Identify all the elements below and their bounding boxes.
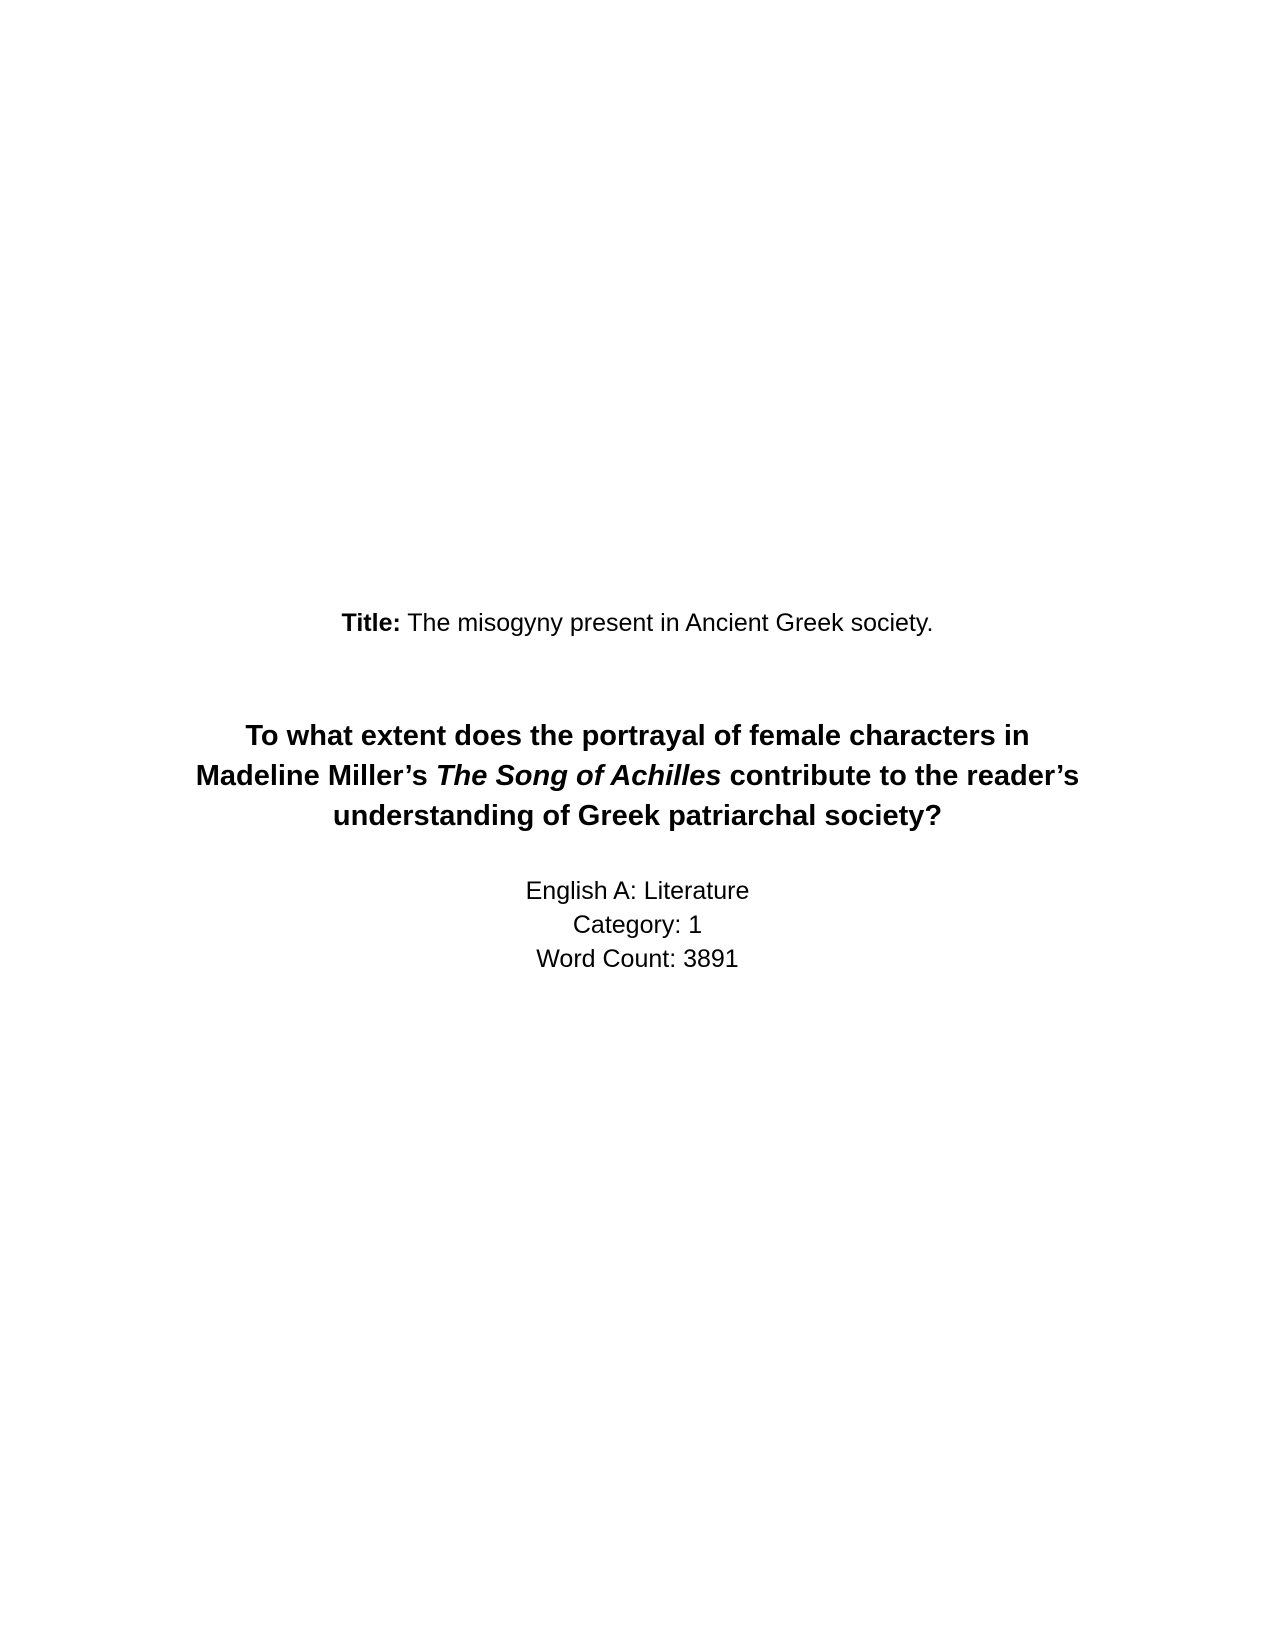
word-count-line: Word Count: 3891 <box>536 945 739 973</box>
title-label: Title: <box>341 609 401 637</box>
book-title: The Song of Achilles <box>435 760 722 792</box>
subject-line: English A: Literature <box>525 877 750 905</box>
essay-details <box>150 874 1125 976</box>
rq-line2-post: contribute to the reader’s <box>721 760 1080 792</box>
research-question-line-1: To what extent does the portrayal of female characters in <box>245 720 1030 752</box>
essay-title-line <box>150 606 1125 640</box>
research-question <box>150 716 1125 836</box>
category-line: Category: 1 <box>572 911 703 939</box>
title-text: The misogyny present in Ancient Greek society. <box>400 609 934 637</box>
research-question-line-3: understanding of Greek patriarchal society? <box>332 800 943 832</box>
research-question-line-2 <box>150 756 1125 796</box>
rq-line2-pre: Madeline Miller’s <box>195 760 436 792</box>
